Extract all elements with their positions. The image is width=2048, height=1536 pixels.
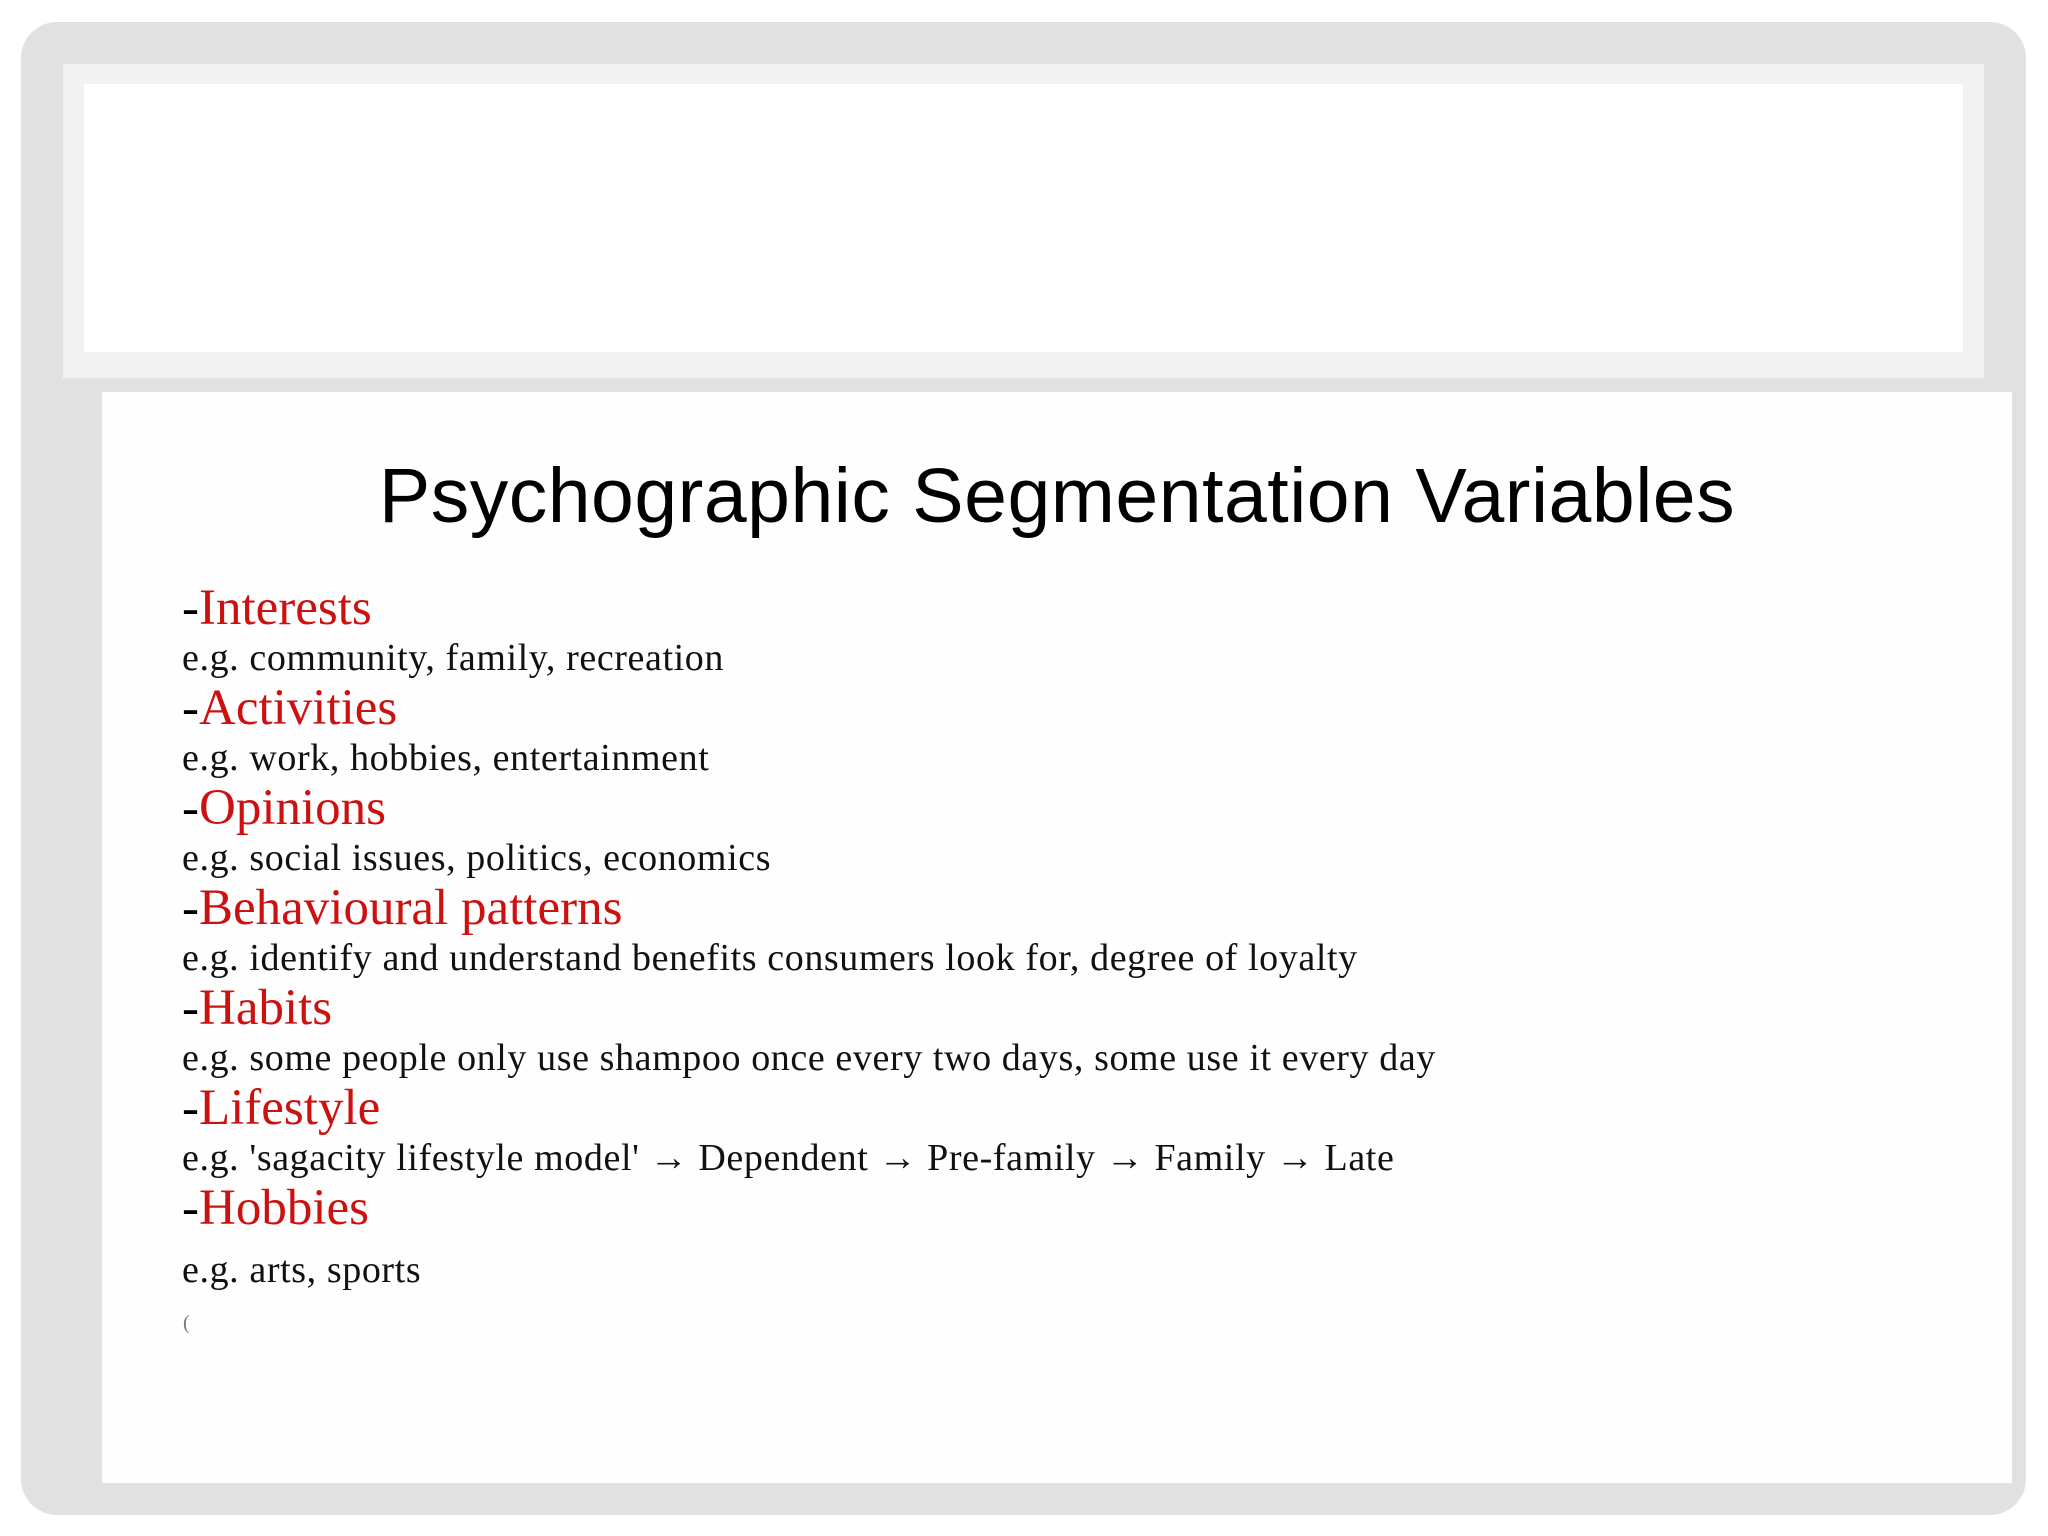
list-item (182, 1082, 1436, 1182)
title-placeholder (84, 84, 1963, 352)
slide-title: Psychographic Segmentation Variables (378, 453, 1736, 539)
dash-marker: - (182, 880, 199, 936)
item-example: e.g. community, family, recreation (182, 637, 725, 679)
dash-marker: - (182, 580, 199, 636)
item-example: e.g. work, hobbies, entertainment (182, 737, 710, 779)
variable-list (182, 580, 1436, 1291)
dash-marker: - (182, 980, 199, 1036)
dash-marker: - (182, 680, 199, 736)
content-panel (102, 392, 2012, 1483)
item-example: e.g. identify and understand benefits consumers look for, degree of loyalty (182, 937, 1358, 979)
item-example: e.g. 'sagacity lifestyle model' → Dependent → Pre-family → Family → Late (182, 1137, 1395, 1179)
list-item (182, 1180, 1436, 1291)
item-label: Activities (198, 680, 398, 736)
item-label: Habits (198, 980, 333, 1036)
list-item (182, 782, 1436, 882)
list-item (182, 682, 1436, 782)
dash-marker: - (182, 1180, 199, 1236)
item-label: Opinions (198, 780, 387, 836)
list-item (182, 882, 1436, 982)
slide-frame (21, 22, 2026, 1515)
item-example: e.g. arts, sports (182, 1249, 422, 1291)
list-item (182, 582, 1436, 682)
title-placeholder-band (63, 64, 1984, 378)
item-heading (182, 882, 1436, 934)
item-heading (182, 782, 1436, 834)
dash-marker: - (182, 1080, 199, 1136)
list-item (182, 982, 1436, 1082)
item-heading (182, 682, 1436, 734)
item-heading (182, 1182, 1436, 1234)
item-heading (182, 582, 1436, 634)
item-example: e.g. social issues, politics, economics (182, 837, 772, 879)
dash-marker: - (182, 780, 199, 836)
item-label: Interests (198, 580, 372, 636)
item-example: e.g. some people only use shampoo once every two days, some use it every day (182, 1037, 1436, 1079)
item-label: Lifestyle (198, 1080, 381, 1136)
item-label: Hobbies (198, 1180, 369, 1236)
item-label: Behavioural patterns (198, 880, 623, 936)
item-heading (182, 982, 1436, 1034)
stray-mark: ( (183, 1312, 190, 1334)
item-heading (182, 1082, 1436, 1134)
